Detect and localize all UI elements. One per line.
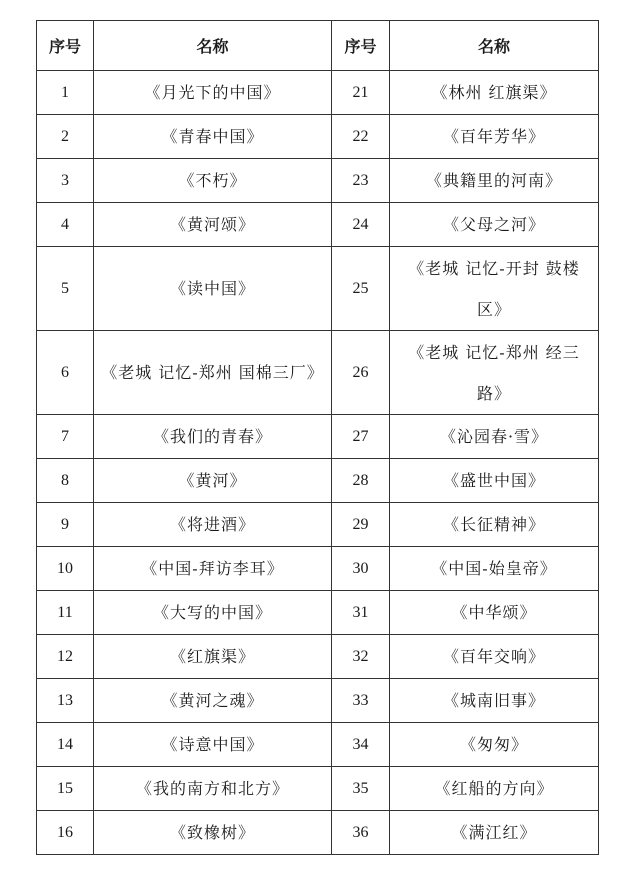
serial-number-cell: 11 (37, 591, 94, 635)
header-name-left: 名称 (94, 21, 332, 71)
serial-number-cell: 26 (332, 331, 390, 415)
program-name-cell: 《我的南方和北方》 (94, 767, 332, 811)
table-row (37, 635, 599, 679)
serial-number-cell: 8 (37, 459, 94, 503)
header-serial-right: 序号 (332, 21, 390, 71)
table-row (37, 203, 599, 247)
table-row (37, 71, 599, 115)
serial-number-cell: 2 (37, 115, 94, 159)
header-name-right: 名称 (390, 21, 599, 71)
serial-number-cell: 7 (37, 415, 94, 459)
serial-number-cell: 16 (37, 811, 94, 855)
table-row (37, 723, 599, 767)
serial-number-cell: 14 (37, 723, 94, 767)
program-name-cell: 《盛世中国》 (390, 459, 599, 503)
program-name-cell: 《诗意中国》 (94, 723, 332, 767)
serial-number-cell: 23 (332, 159, 390, 203)
program-list-table (36, 20, 599, 855)
program-name-cell: 《林州 红旗渠》 (390, 71, 599, 115)
table-header-row (37, 21, 599, 71)
program-name-cell: 《沁园春·雪》 (390, 415, 599, 459)
program-name-cell: 《红旗渠》 (94, 635, 332, 679)
program-name-cell: 《典籍里的河南》 (390, 159, 599, 203)
serial-number-cell: 12 (37, 635, 94, 679)
serial-number-cell: 3 (37, 159, 94, 203)
program-name-cell: 《读中国》 (94, 247, 332, 331)
serial-number-cell: 15 (37, 767, 94, 811)
table-row (37, 415, 599, 459)
program-name-cell: 《老城 记忆-郑州 国棉三厂》 (94, 331, 332, 415)
serial-number-cell: 36 (332, 811, 390, 855)
serial-number-cell: 34 (332, 723, 390, 767)
serial-number-cell: 31 (332, 591, 390, 635)
program-name-cell: 《将进酒》 (94, 503, 332, 547)
serial-number-cell: 4 (37, 203, 94, 247)
program-name-cell: 《满江红》 (390, 811, 599, 855)
serial-number-cell: 32 (332, 635, 390, 679)
program-name-cell: 《中国-拜访李耳》 (94, 547, 332, 591)
program-name-cell: 《大写的中国》 (94, 591, 332, 635)
program-name-cell: 《长征精神》 (390, 503, 599, 547)
program-name-cell: 《青春中国》 (94, 115, 332, 159)
table-row (37, 503, 599, 547)
table-row (37, 767, 599, 811)
serial-number-cell: 5 (37, 247, 94, 331)
program-name-cell: 《中华颂》 (390, 591, 599, 635)
program-name-cell: 《父母之河》 (390, 203, 599, 247)
header-serial-left: 序号 (37, 21, 94, 71)
program-name-cell: 《黄河之魂》 (94, 679, 332, 723)
serial-number-cell: 13 (37, 679, 94, 723)
program-name-cell: 《老城 记忆-开封 鼓楼区》 (390, 247, 599, 331)
program-name-cell: 《百年交响》 (390, 635, 599, 679)
serial-number-cell: 24 (332, 203, 390, 247)
serial-number-cell: 25 (332, 247, 390, 331)
program-name-cell: 《老城 记忆-郑州 经三路》 (390, 331, 599, 415)
table-row (37, 591, 599, 635)
table-row (37, 459, 599, 503)
table-row (37, 247, 599, 331)
serial-number-cell: 6 (37, 331, 94, 415)
serial-number-cell: 30 (332, 547, 390, 591)
program-name-cell: 《匆匆》 (390, 723, 599, 767)
table-row (37, 811, 599, 855)
serial-number-cell: 21 (332, 71, 390, 115)
table-row (37, 115, 599, 159)
program-name-cell: 《百年芳华》 (390, 115, 599, 159)
program-name-cell: 《不朽》 (94, 159, 332, 203)
serial-number-cell: 35 (332, 767, 390, 811)
serial-number-cell: 28 (332, 459, 390, 503)
table-row (37, 159, 599, 203)
program-name-cell: 《月光下的中国》 (94, 71, 332, 115)
serial-number-cell: 10 (37, 547, 94, 591)
serial-number-cell: 1 (37, 71, 94, 115)
program-name-cell: 《城南旧事》 (390, 679, 599, 723)
program-name-cell: 《中国-始皇帝》 (390, 547, 599, 591)
program-name-cell: 《黄河》 (94, 459, 332, 503)
table-row (37, 547, 599, 591)
program-name-cell: 《我们的青春》 (94, 415, 332, 459)
serial-number-cell: 29 (332, 503, 390, 547)
serial-number-cell: 27 (332, 415, 390, 459)
program-name-cell: 《致橡树》 (94, 811, 332, 855)
table-body (37, 71, 599, 855)
table-row (37, 331, 599, 415)
program-name-cell: 《黄河颂》 (94, 203, 332, 247)
program-name-cell: 《红船的方向》 (390, 767, 599, 811)
serial-number-cell: 33 (332, 679, 390, 723)
table-row (37, 679, 599, 723)
serial-number-cell: 22 (332, 115, 390, 159)
serial-number-cell: 9 (37, 503, 94, 547)
